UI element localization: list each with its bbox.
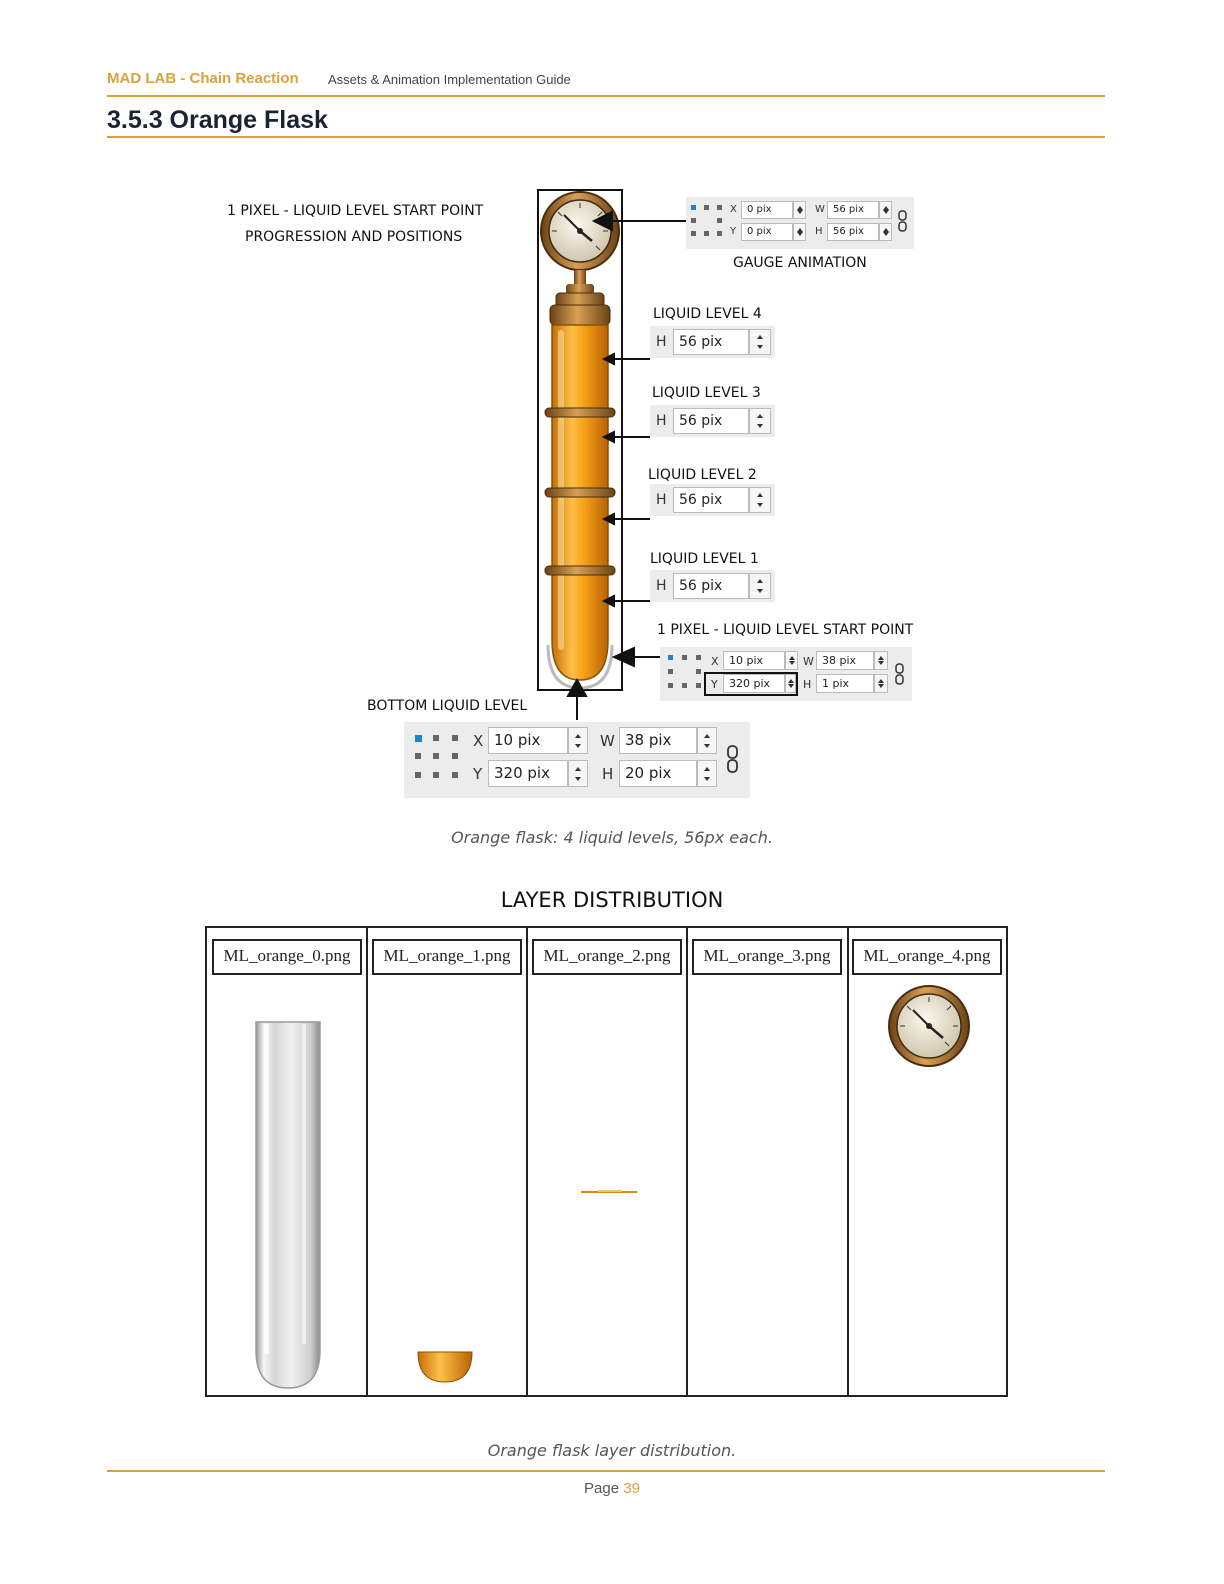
liquid-start-line-image [580,1189,638,1195]
h-label: H [803,678,812,691]
liquid-level-4-panel [650,326,775,358]
footer-rule [107,1470,1105,1472]
h-label: H [656,492,667,508]
bottom-x-spinner[interactable] [568,727,588,754]
gauge-image [887,984,971,1068]
bottom-w-input[interactable]: 38 pix [619,727,697,754]
start-x-input[interactable]: 10 pix [723,651,785,670]
y-label: Y [711,678,718,691]
liquid-level-2-panel [650,484,775,516]
gauge-x-input[interactable]: 0 pix [741,201,793,219]
liquid-level-1-spinner[interactable] [749,573,771,599]
start-y-spinner[interactable] [785,674,796,693]
gauge-w-spinner[interactable] [879,201,892,219]
start-x-spinner[interactable] [785,651,798,670]
table-divider [366,928,368,1395]
layer-file-label: ML_orange_4.png [852,939,1002,975]
link-proportions-icon[interactable] [725,742,741,776]
liquid-level-2-spinner[interactable] [749,487,771,513]
layer-file-label: ML_orange_3.png [692,939,842,975]
h-label: H [656,578,667,594]
anchor-selector-icon[interactable] [691,205,723,237]
gauge-transform-panel [686,197,914,249]
y-label: Y [730,226,737,237]
h-label: H [656,413,667,429]
link-proportions-icon[interactable] [893,659,907,689]
bottom-transform-panel [404,722,750,798]
anchor-selector-icon[interactable] [415,735,459,779]
liquid-level-4-h-input[interactable]: 56 pix [673,329,749,355]
bottom-h-input[interactable]: 20 pix [619,760,697,787]
liquid-level-2-h-input[interactable]: 56 pix [673,487,749,513]
liquid-level-2-label: LIQUID LEVEL 2 [648,467,757,483]
section-rule [107,136,1105,138]
liquid-level-3-label: LIQUID LEVEL 3 [652,385,761,401]
liquid-level-1-label: LIQUID LEVEL 1 [650,551,759,567]
layer-file-label: ML_orange_0.png [212,939,362,975]
anchor-selector-icon[interactable] [668,655,702,689]
gauge-h-input[interactable]: 56 pix [827,223,879,241]
liquid-level-3-h-input[interactable]: 56 pix [673,408,749,434]
x-label: X [473,732,484,750]
empty-tube-image [250,1020,326,1390]
start-point-transform-panel [660,647,912,701]
x-label: X [730,204,737,215]
layer-file-label: ML_orange_1.png [372,939,522,975]
liquid-level-3-spinner[interactable] [749,408,771,434]
gauge-h-spinner[interactable] [879,223,892,241]
page-label: Page [584,1480,620,1497]
gauge-animation-label: GAUGE ANIMATION [733,255,867,271]
liquid-level-4-spinner[interactable] [749,329,771,355]
left-note-line2: PROGRESSION AND POSITIONS [245,229,463,245]
w-label: W [600,732,615,750]
start-h-input[interactable]: 1 pix [816,674,874,693]
start-y-input[interactable]: 320 pix [723,674,785,693]
layer-distribution-title: LAYER DISTRIBUTION [500,888,724,912]
bottom-y-input[interactable]: 320 pix [488,760,568,787]
figure-caption-2: Orange flask layer distribution. [487,1441,737,1460]
liquid-level-3-panel [650,405,775,437]
page-footer [0,1480,1224,1497]
bottom-h-spinner[interactable] [697,760,717,787]
start-h-spinner[interactable] [874,674,888,693]
link-proportions-icon[interactable] [896,205,910,237]
liquid-level-1-panel [650,570,775,602]
page-number: 39 [623,1480,640,1497]
header-rule [107,95,1105,97]
gauge-y-spinner[interactable] [793,223,806,241]
gauge-x-spinner[interactable] [793,201,806,219]
left-note-line1: 1 PIXEL - LIQUID LEVEL START POINT [227,203,484,219]
start-w-input[interactable]: 38 pix [816,651,874,670]
x-label: X [711,655,719,668]
h-label: H [602,765,614,783]
gauge-w-input[interactable]: 56 pix [827,201,879,219]
h-label: H [656,334,667,350]
liquid-level-1-h-input[interactable]: 56 pix [673,573,749,599]
table-divider [686,928,688,1395]
bottom-x-input[interactable]: 10 pix [488,727,568,754]
w-label: W [815,204,825,215]
layer-file-label: ML_orange_2.png [532,939,682,975]
figure-caption-1: Orange flask: 4 liquid levels, 56px each. [451,828,773,847]
start-w-spinner[interactable] [874,651,888,670]
header-brand: MAD LAB - Chain Reaction [107,70,299,87]
bottom-liquid-level-label: BOTTOM LIQUID LEVEL [367,698,528,714]
bottom-w-spinner[interactable] [697,727,717,754]
h-label: H [815,226,823,237]
w-label: W [803,655,814,668]
table-divider [847,928,849,1395]
section-title: 3.5.3 Orange Flask [107,106,328,134]
start-point-label: 1 PIXEL - LIQUID LEVEL START POINT [657,622,914,638]
layer-table [205,926,1008,1397]
bottom-y-spinner[interactable] [568,760,588,787]
table-divider [526,928,528,1395]
liquid-level-4-label: LIQUID LEVEL 4 [653,306,762,322]
gauge-y-input[interactable]: 0 pix [741,223,793,241]
header-subtitle: Assets & Animation Implementation Guide [328,72,571,87]
y-label: Y [473,765,483,783]
bottom-liquid-image [416,1348,474,1384]
